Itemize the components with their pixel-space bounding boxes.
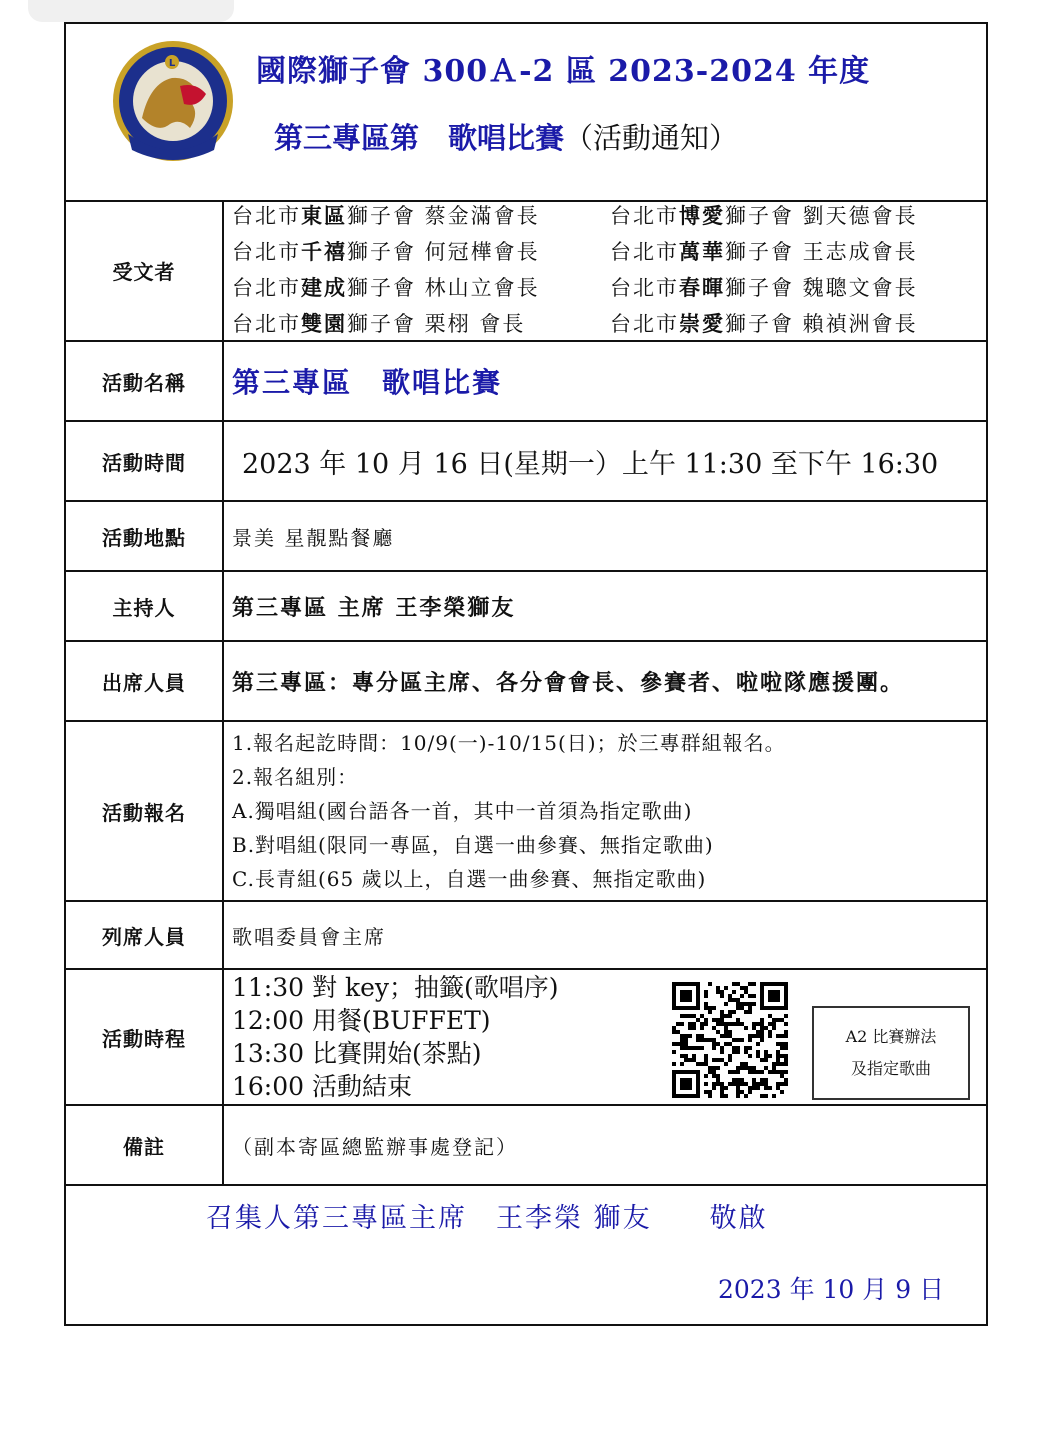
observers-row	[66, 902, 986, 970]
top-scroll-tab	[28, 0, 234, 22]
venue-value: 景美 星靚點餐廳	[232, 525, 395, 550]
remarks-label: 備註	[66, 1106, 224, 1184]
qr-caption-line: 及指定歌曲	[850, 1059, 931, 1078]
recipient-line: 台北市雙園獅子會 栗栩 會長 台北市崇愛獅子會 賴禎洲會長	[232, 311, 918, 336]
registration-line: 2.報名組別：	[232, 765, 359, 789]
remarks-row	[66, 1106, 986, 1186]
event-name-value: 第三專區 歌唱比賽	[232, 366, 503, 399]
observers-value: 歌唱委員會主席	[232, 924, 386, 949]
registration-details	[232, 722, 976, 900]
host-label: 主持人	[66, 572, 224, 640]
registration-label: 活動報名	[66, 722, 224, 900]
recipients-label: 受文者	[66, 200, 224, 340]
attendees-row	[66, 642, 986, 722]
attendees-label: 出席人員	[66, 642, 224, 720]
recipients-list	[232, 200, 976, 340]
recipient-line: 台北市建成獅子會 林山立會長 台北市春暉獅子會 魏聰文會長	[232, 275, 918, 300]
host-value: 第三專區 主席 王李榮獅友	[232, 594, 516, 621]
schedule-item: 13:30 比賽開始(茶點)	[232, 1039, 482, 1068]
event-time-value: 2023 年 10 月 16 日(星期一）上午 11:30 至下午 16:30	[242, 448, 939, 480]
subtitle-notice: （活動通知）	[564, 121, 739, 155]
qr-caption-line: A2 比賽辦法	[845, 1027, 937, 1046]
schedule-item: 11:30 對 key；抽籤(歌唱序)	[232, 973, 559, 1002]
registration-row	[66, 722, 986, 902]
observers-label: 列席人員	[66, 902, 224, 968]
schedule-item: 16:00 活動結束	[232, 1072, 412, 1101]
registration-line: B.對唱組(限同一專區，自選一曲參賽、無指定歌曲)	[232, 833, 714, 857]
event-name-row	[66, 342, 986, 422]
venue-row	[66, 502, 986, 572]
registration-line: C.長青組(65 歲以上，自選一曲參賽、無指定歌曲)	[232, 867, 707, 891]
registration-line: A.獨唱組(國台語各一首，其中一首須為指定歌曲)	[232, 799, 693, 823]
event-name-label: 活動名稱	[66, 342, 224, 420]
attendees-value: 第三專區：專分區主席、各分會會長、參賽者、啦啦隊應援團。	[232, 669, 905, 696]
remarks-value: （副本寄區總監辦事處登記）	[232, 1134, 518, 1159]
svg-text:L: L	[168, 58, 176, 69]
signature: 召集人第三專區主席 王李榮 獅友 敬啟	[206, 1203, 768, 1234]
notice-document	[64, 22, 988, 1326]
recipient-line: 台北市千禧獅子會 何冠樺會長 台北市萬華獅子會 王志成會長	[232, 239, 918, 264]
recipient-line: 台北市東區獅子會 蔡金滿會長 台北市博愛獅子會 劉天德會長	[232, 203, 918, 228]
event-time-label: 活動時間	[66, 422, 224, 500]
qr-code-icon[interactable]	[672, 982, 788, 1098]
schedule-item: 12:00 用餐(BUFFET)	[232, 1006, 491, 1035]
host-row	[66, 572, 986, 642]
document-subtitle	[274, 116, 738, 157]
venue-label: 活動地點	[66, 502, 224, 570]
schedule-row	[66, 970, 986, 1106]
event-time-row	[66, 422, 986, 502]
schedule-label: 活動時程	[66, 970, 224, 1104]
document-title: 國際獅子會 300Ａ-2 區 2023-2024 年度	[256, 54, 871, 89]
document-header	[66, 24, 986, 202]
registration-line: 1.報名起訖時間：10/9(一)-10/15(日)；於三專群組報名。	[232, 731, 786, 755]
document-date: 2023 年 10 月 9 日	[718, 1275, 945, 1304]
qr-caption-box	[812, 1006, 970, 1100]
subtitle-event: 第三專區第 歌唱比賽	[274, 121, 565, 155]
recipients-row	[66, 200, 986, 342]
lions-club-logo-icon	[110, 38, 236, 164]
